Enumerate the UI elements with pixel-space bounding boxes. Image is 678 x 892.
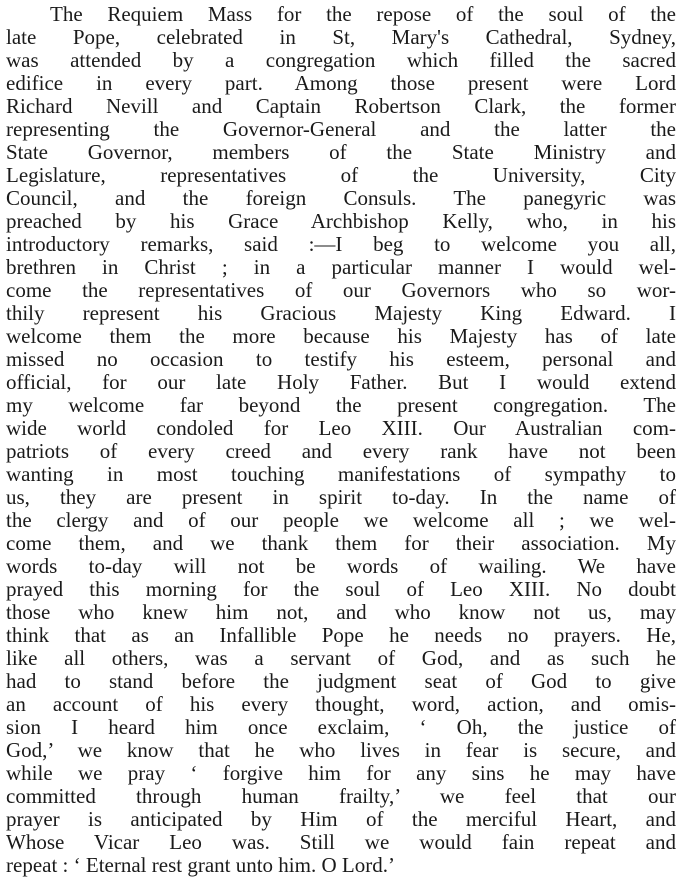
text-line: my welcome far beyond the present congregation. The: [6, 394, 676, 417]
text-line: come them, and we thank them for their association. My: [6, 532, 676, 555]
text-line: think that as an Infallible Pope he needs no prayers. He,: [6, 624, 676, 647]
text-line: patriots of every creed and every rank have not been: [6, 440, 676, 463]
text-line: those who knew him not, and who know not us, may: [6, 601, 676, 624]
text-line: Whose Vicar Leo was. Still we would fain repeat and: [6, 831, 676, 854]
text-line: words to-day will not be words of wailing. We have: [6, 555, 676, 578]
text-line: Legislature, representatives of the University, City: [6, 164, 676, 187]
text-line: late Pope, celebrated in St, Mary's Cathedral, Sydney,: [6, 26, 676, 49]
text-line: an account of his every thought, word, action, and omis-: [6, 693, 676, 716]
text-line: was attended by a congregation which filled the sacred: [6, 49, 676, 72]
text-line: us, they are present in spirit to-day. In the name of: [6, 486, 676, 509]
text-line: thily represent his Gracious Majesty King Edward. I: [6, 302, 676, 325]
text-line: had to stand before the judgment seat of God to give: [6, 670, 676, 693]
text-line: introductory remarks, said :—I beg to welcome you all,: [6, 233, 676, 256]
text-line: brethren in Christ ; in a particular manner I would wel-: [6, 256, 676, 279]
text-line: welcome them the more because his Majesty has of late: [6, 325, 676, 348]
text-line: official, for our late Holy Father. But I would extend: [6, 371, 676, 394]
article-body: [6, 3, 676, 877]
text-line: wanting in most touching manifestations of sympathy to: [6, 463, 676, 486]
text-line: the clergy and of our people we welcome all ; we wel-: [6, 509, 676, 532]
text-line: prayed this morning for the soul of Leo XIII. No doubt: [6, 578, 676, 601]
text-line: God,’ we know that he who lives in fear is secure, and: [6, 739, 676, 762]
text-line: edifice in every part. Among those present were Lord: [6, 72, 676, 95]
text-line: repeat : ‘ Eternal rest grant unto him. O Lord.’: [6, 854, 395, 877]
text-line: State Governor, members of the State Ministry and: [6, 141, 676, 164]
text-line: representing the Governor-General and the latter the: [6, 118, 676, 141]
text-line: committed through human frailty,’ we feel that our: [6, 785, 676, 808]
text-line: prayer is anticipated by Him of the merciful Heart, and: [6, 808, 676, 831]
text-line: preached by his Grace Archbishop Kelly, who, in his: [6, 210, 676, 233]
text-line: wide world condoled for Leo XIII. Our Australian com-: [6, 417, 676, 440]
text-line: The Requiem Mass for the repose of the soul of the: [50, 3, 676, 26]
text-line: come the representatives of our Governors who so wor-: [6, 279, 676, 302]
text-line: missed no occasion to testify his esteem, personal and: [6, 348, 676, 371]
text-line: like all others, was a servant of God, and as such he: [6, 647, 676, 670]
text-line: while we pray ‘ forgive him for any sins he may have: [6, 762, 676, 785]
text-line: Council, and the foreign Consuls. The panegyric was: [6, 187, 676, 210]
text-line: Richard Nevill and Captain Robertson Clark, the former: [6, 95, 676, 118]
text-line: sion I heard him once exclaim, ‘ Oh, the justice of: [6, 716, 676, 739]
